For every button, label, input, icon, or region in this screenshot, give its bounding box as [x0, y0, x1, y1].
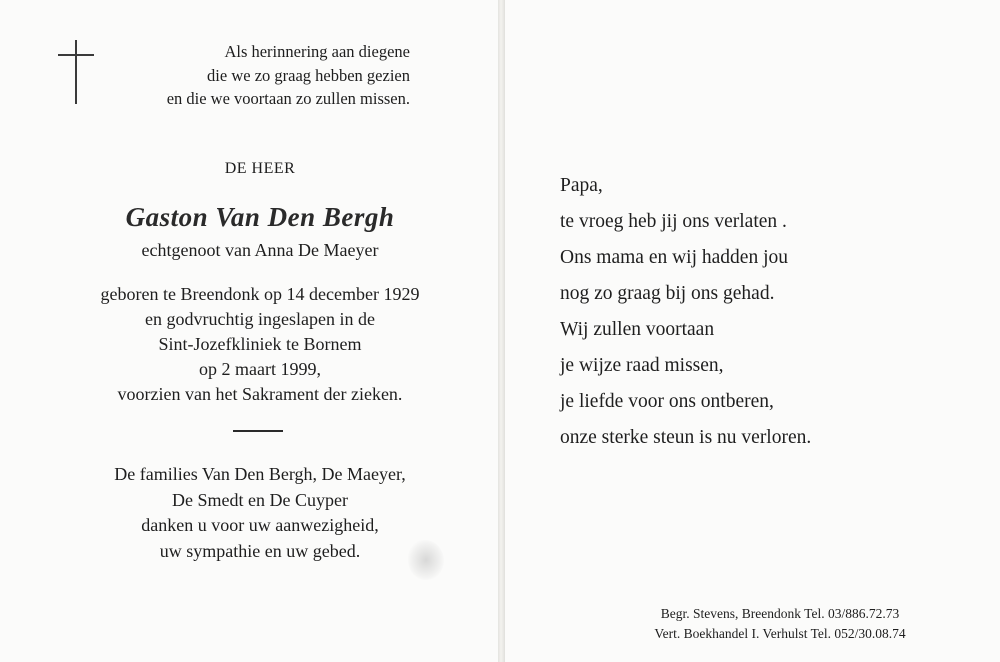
date-line: en godvruchtig ingeslapen in de — [145, 309, 375, 329]
left-page — [0, 0, 499, 662]
date-line: voorzien van het Sakrament der zieken. — [117, 384, 403, 404]
thanks-line: uw sympathie en uw gebed. — [159, 540, 361, 561]
poem-line: Ons mama en wij hadden jou — [560, 247, 788, 268]
honorific-title: DE HEER — [224, 160, 296, 177]
poem-line: je liefde voor ons ontberen, — [560, 391, 774, 412]
deceased-name: Gaston Van Den Bergh — [125, 202, 395, 232]
intro-line: Als herinnering aan diegene — [224, 42, 410, 61]
family-thanks — [60, 462, 460, 564]
paper-smudge — [408, 540, 444, 580]
spouse-line: echtgenoot van Anna De Maeyer — [141, 240, 379, 260]
printer-credits — [600, 604, 960, 644]
cross-icon — [58, 40, 98, 104]
date-line: op 2 maart 1999, — [199, 359, 321, 379]
printer-line: Vert. Boekhandel I. Verhulst Tel. 052/30.08.74 — [654, 626, 906, 641]
intro-line: en die we voortaan zo zullen missen. — [166, 89, 410, 108]
thanks-line: De Smedt en De Cuyper — [172, 489, 348, 510]
poem-line: nog zo graag bij ons gehad. — [560, 283, 775, 304]
intro-line: die we zo graag hebben gezien — [207, 65, 410, 85]
poem-line: je wijze raad missen, — [560, 355, 724, 376]
poem-line: te vroeg heb jij ons verlaten . — [560, 211, 787, 232]
date-line: Sint-Jozefkliniek te Bornem — [158, 334, 362, 354]
date-line: geboren te Breendonk op 14 december 1929 — [100, 284, 420, 304]
memorial-poem — [560, 168, 960, 456]
thanks-line: De families Van Den Bergh, De Maeyer, — [114, 464, 406, 484]
poem-line: Wij zullen voortaan — [560, 319, 715, 340]
poem-line: onze sterke steun is nu verloren. — [560, 427, 812, 448]
life-dates — [60, 282, 460, 407]
thanks-line: danken u voor uw aanwezigheid, — [141, 515, 379, 535]
printer-line: Begr. Stevens, Breendonk Tel. 03/886.72.73 — [660, 606, 900, 621]
separator-line — [233, 430, 283, 432]
poem-line: Papa, — [560, 175, 603, 196]
intro-text — [130, 40, 410, 111]
